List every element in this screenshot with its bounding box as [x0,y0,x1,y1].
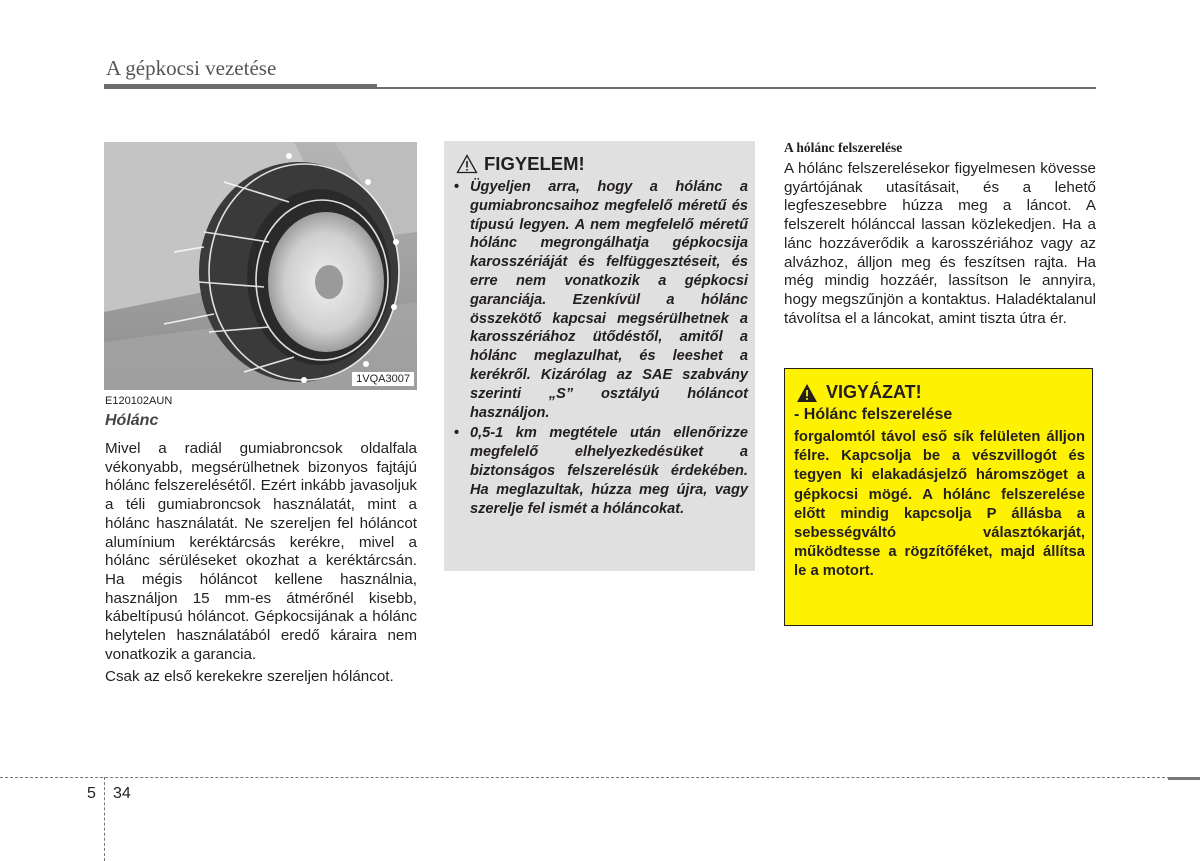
footer-right-tick [1168,777,1200,780]
page-number: 34 [113,785,131,802]
caution-header [796,382,922,403]
photo-code: 1VQA3007 [352,372,414,386]
caution-subtitle: - Hólánc felszerelése [794,406,953,423]
header-rule-thick [104,84,377,89]
page-header-title: A gépkocsi vezetése [106,56,277,80]
warning-box [444,141,755,571]
left-column [105,440,417,691]
warning-list [454,178,748,520]
caution-box [784,368,1093,626]
warning-item: • 0,5-1 km megtétele után ellenőrizze megfelelő elhelyezkedésüket a biztonságos felszerelésük érdekében. Ha meglazultak, húzza meg újra, vagy szerelje fel ismét a hóláncokat. [454,424,748,518]
warning-item: • Ügyeljen arra, hogy a hólánc a gumiabroncsaihoz megfelelő méretű és típusú legyen. A nem megfelelő méretű hólánc megrongálhatja gépkocsija karosszériáját és felfüggesztéseit, és erre nem vonatkozik a gépkocsi garanciája. Ezenkívül a hólánc összekötő kapcsai megsérülhetnek a karosszériához ütődéstől, amitől a hólánc meglazulhat, és leeshet a kerékről. Kizárólag az SAE szabvány szerinti „S” osztályú hóláncot használjon. [454,178,748,422]
tire-with-chain-illustration [104,142,417,390]
warning-title: FIGYELEM! [484,153,585,174]
footer-dashed-rule [0,777,1200,778]
snow-chain-photo [104,142,417,390]
right-column [784,160,1096,332]
section-title: Hólánc [105,412,159,429]
footer-vertical-rule [104,777,105,861]
caution-title: VIGYÁZAT! [826,382,922,402]
warning-triangle-icon [456,154,478,174]
right-section-title: A hólánc felszerelése [784,140,903,155]
caution-triangle-icon [796,383,818,403]
page-chapter-number: 5 [87,785,96,802]
header-rule-thin [377,87,1096,89]
left-paragraph-2: Csak az első kerekekre szereljen hóláncot. [105,668,394,686]
caution-text: forgalomtól távol eső sík felületen álljon félre. Kapcsolja be a vészvillogót és tegyen ki elakadásjelző háromszöget a gépkocsi mögé. A hólánc felszerelése előtt mindig kapcsolja P állásba a sebességváltó választókarját, működtesse a rögzítőféket, majd állítsa le a motort. [794,429,1085,580]
figure-code: E120102AUN [105,395,173,407]
warning-header [456,153,585,175]
right-paragraph: A hólánc felszerelésekor figyelmesen kövesse gyártójának utasításait, és a lehető legfeszesebbre húzza meg a láncot. A felszerelt hólánccal lassan közlekedjen. Ha a lánc hozzáverődik a karosszériához vagy az alvázhoz, álljon meg és feszítsen rajta. Ha még mindig hozzáér, lassítson le annyira, hogy megszűnjön a kontaktus. Haladéktalanul távolítsa el a láncokat, amint tiszta útra ér. [784,160,1096,327]
left-paragraph-1: Mivel a radiál gumiabroncsok oldalfala vékonyabb, megsérülhetnek bizonyos fajtájú hólánc felszerelésétől. Ezért inkább javasoljuk a téli gumiabroncsok használatát, mint a hólánc használatát. Ne szereljen fel hóláncot alumínium keréktárcsás kerékre, mivel a hólánc sérüléseket okozhat a keréktárcsán. Ha mégis hóláncot kellene használnia, használjon 15 mm-es átmérőnél kisebb, kábeltípusú hóláncot. Gépkocsijának a hólánc helytelen használatából eredő káraira nem vonatkozik a garancia. [105,440,417,663]
